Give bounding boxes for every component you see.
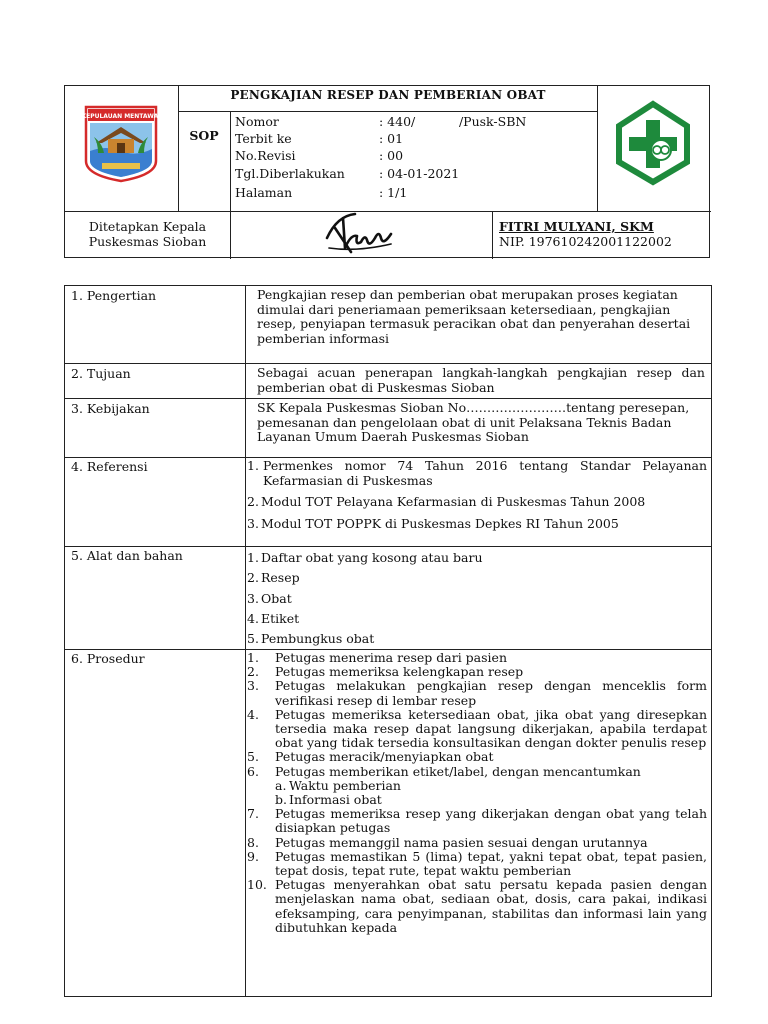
regency-logo (82, 103, 160, 183)
step-text: Petugas memberikan etiket/label, dengan mencantumkan (275, 763, 641, 779)
list-text: Etiket (261, 610, 300, 626)
divider (65, 398, 711, 399)
step-number: 2. (247, 664, 259, 680)
substep-text: Waktu pemberian (289, 777, 401, 793)
step-text: Petugas memeriksa kelengkapan resep (275, 664, 524, 680)
procedure-step (247, 878, 707, 935)
procedure-step (247, 665, 707, 679)
divider (492, 211, 493, 259)
step-number: 3. (247, 678, 259, 694)
list-text: Modul TOT POPPK di Puskesmas Depkes RI Tahun 2005 (261, 515, 619, 531)
procedure-step (247, 836, 707, 850)
step-text: Petugas memanggil nama pasien sesuai dengan urutannya (275, 834, 648, 850)
procedure-substep (247, 779, 707, 793)
procedure-step (247, 679, 707, 707)
meta-label-tanggal: Tgl.Diberlakukan (235, 166, 345, 181)
substep-letter: b. (275, 792, 287, 808)
step-number: 5. (247, 749, 259, 765)
list-text: Obat (261, 590, 292, 606)
signature (321, 208, 401, 256)
list-item (247, 609, 707, 629)
list-text: Modul TOT Pelayana Kefarmasian di Puskesmas Tahun 2008 (261, 494, 646, 509)
meta-value-terbit: : 01 (379, 131, 404, 146)
step-number: 1. (247, 650, 259, 665)
meta-label-halaman: Halaman (235, 185, 293, 200)
list-number: 1. (247, 550, 259, 565)
list-item (247, 589, 707, 609)
list-text: Daftar obat yang kosong atau baru (261, 550, 483, 565)
substep-letter: a. (275, 777, 287, 793)
svg-text:KEPULAUAN MENTAWAI: KEPULAUAN MENTAWAI (82, 113, 160, 120)
meta-label-nomor: Nomor (235, 114, 279, 129)
referensi-list (247, 459, 707, 531)
section-label-prosedur: 6. Prosedur (71, 651, 145, 666)
procedure-step (247, 651, 707, 665)
step-number: 10. (247, 877, 267, 893)
meta-label-revisi: No.Revisi (235, 148, 296, 163)
divider (65, 546, 711, 547)
meta-value-halaman: : 1/1 (379, 185, 408, 200)
established-by (65, 219, 230, 249)
list-number: 1. (247, 458, 259, 473)
list-item (247, 568, 707, 588)
divider (230, 111, 231, 212)
head-nip: NIP. 197610242001122002 (499, 234, 672, 249)
section-text-tujuan: Sebagai acuan penerapan langkah-langkah pengkajian resep dan pemberian obat di Puskesmas Sioban (257, 365, 705, 395)
procedure-step (247, 750, 707, 764)
step-number: 8. (247, 834, 259, 850)
document-title: PENGKAJIAN RESEP DAN PEMBERIAN OBAT (230, 88, 546, 102)
list-number: 2. (247, 494, 259, 509)
step-text: Petugas memastikan 5 (lima) tepat, yakni tepat obat, tepat pasien, tepat dosis, tepat rute, tepat waktu pemberian (275, 848, 707, 879)
divider (597, 86, 598, 212)
meta-value-nomor: : 440/ /Pusk-SBN (379, 114, 527, 129)
divider (178, 111, 598, 112)
section-label-alat: 5. Alat dan bahan (71, 548, 183, 563)
meta-label-terbit: Terbit ke (235, 131, 292, 146)
divider (230, 211, 231, 259)
procedure-step (247, 807, 707, 835)
sop-label: SOP (189, 128, 219, 143)
section-label-pengertian: 1. Pengertian (71, 288, 157, 303)
list-text: Permenkes nomor 74 Tahun 2016 tentang Standar Pelayanan Kefarmasian di Puskesmas (263, 458, 707, 488)
list-item (247, 459, 707, 488)
procedure-substep (247, 793, 707, 807)
step-text: Petugas melakukan pengkajian resep dengan menceklis form verifikasi resep di lembar resep (275, 678, 707, 708)
step-text: Petugas memeriksa ketersediaan obat, jika obat yang diresepkan tersedia maka resep dapat langsung dikerjakan, apabila terdapat obat yang tidak tersedia konsultasikan dengan dokter penulis resep (275, 706, 707, 751)
step-number: 6. (247, 763, 259, 779)
puskesmas-logo (613, 100, 693, 186)
alat-list (247, 548, 707, 649)
divider (245, 286, 246, 996)
list-text: Pembungkus obat (261, 631, 375, 647)
established-line-2: Puskesmas Sioban (88, 234, 207, 249)
list-number: 3. (247, 590, 259, 606)
sop-content-table (64, 285, 712, 997)
section-label-kebijakan: 3. Kebijakan (71, 401, 150, 416)
sop-header-table (64, 85, 710, 258)
meta-value-revisi: : 00 (379, 148, 404, 163)
step-number: 4. (247, 706, 259, 722)
list-item (247, 495, 707, 510)
divider (178, 86, 179, 212)
list-number: 2. (247, 570, 259, 586)
step-number: 9. (247, 848, 259, 864)
list-number: 4. (247, 610, 259, 626)
head-name: FITRI MULYANI, SKM (499, 219, 654, 234)
section-text-kebijakan: SK Kepala Puskesmas Sioban No……………………tentang peresepan, pemesanan dan pengelolaan obat di unit Pelaksana Teknis Badan Layanan Umum Daerah Puskesmas Sioban (257, 400, 690, 444)
list-item (247, 517, 707, 532)
substep-text: Informasi obat (289, 792, 382, 808)
procedure-step (247, 850, 707, 878)
list-number: 5. (247, 631, 259, 647)
meta-value-tanggal: : 04-01-2021 (379, 166, 460, 181)
section-text-pengertian: Pengkajian resep dan pemberian obat merupakan proses kegiatan dimulai dari peneriamaan pemeriksaan ketersediaan, pengkajian resep, penyiapan termasuk peracikan obat dan penyerahan desertai pemberian informasi (257, 287, 691, 346)
list-text: Resep (261, 570, 300, 586)
step-text: Petugas memeriksa resep yang dikerjakan dengan obat yang telah disiapkan petugas (275, 806, 707, 836)
section-label-tujuan: 2. Tujuan (71, 366, 131, 381)
list-number: 3. (247, 515, 259, 531)
list-item (247, 548, 707, 568)
step-number: 7. (247, 806, 259, 822)
section-label-referensi: 4. Referensi (71, 459, 148, 474)
procedure-step (247, 765, 707, 779)
step-text: Petugas menerima resep dari pasien (275, 650, 507, 665)
list-item (247, 629, 707, 649)
prosedur-list (247, 651, 707, 935)
step-text: Petugas meracik/menyiapkan obat (275, 749, 494, 765)
divider (65, 363, 711, 364)
established-line-1: Ditetapkan Kepala (88, 219, 207, 234)
procedure-step (247, 708, 707, 751)
step-text: Petugas menyerahkan obat satu persatu kepada pasien dengan menjelaskan nama obat, sediaan obat, dosis, cara pakai, indikasi efeksamping, cara penyimpanan, stabilitas dan informasi lain yang dibutuhkan kepada (275, 877, 707, 935)
